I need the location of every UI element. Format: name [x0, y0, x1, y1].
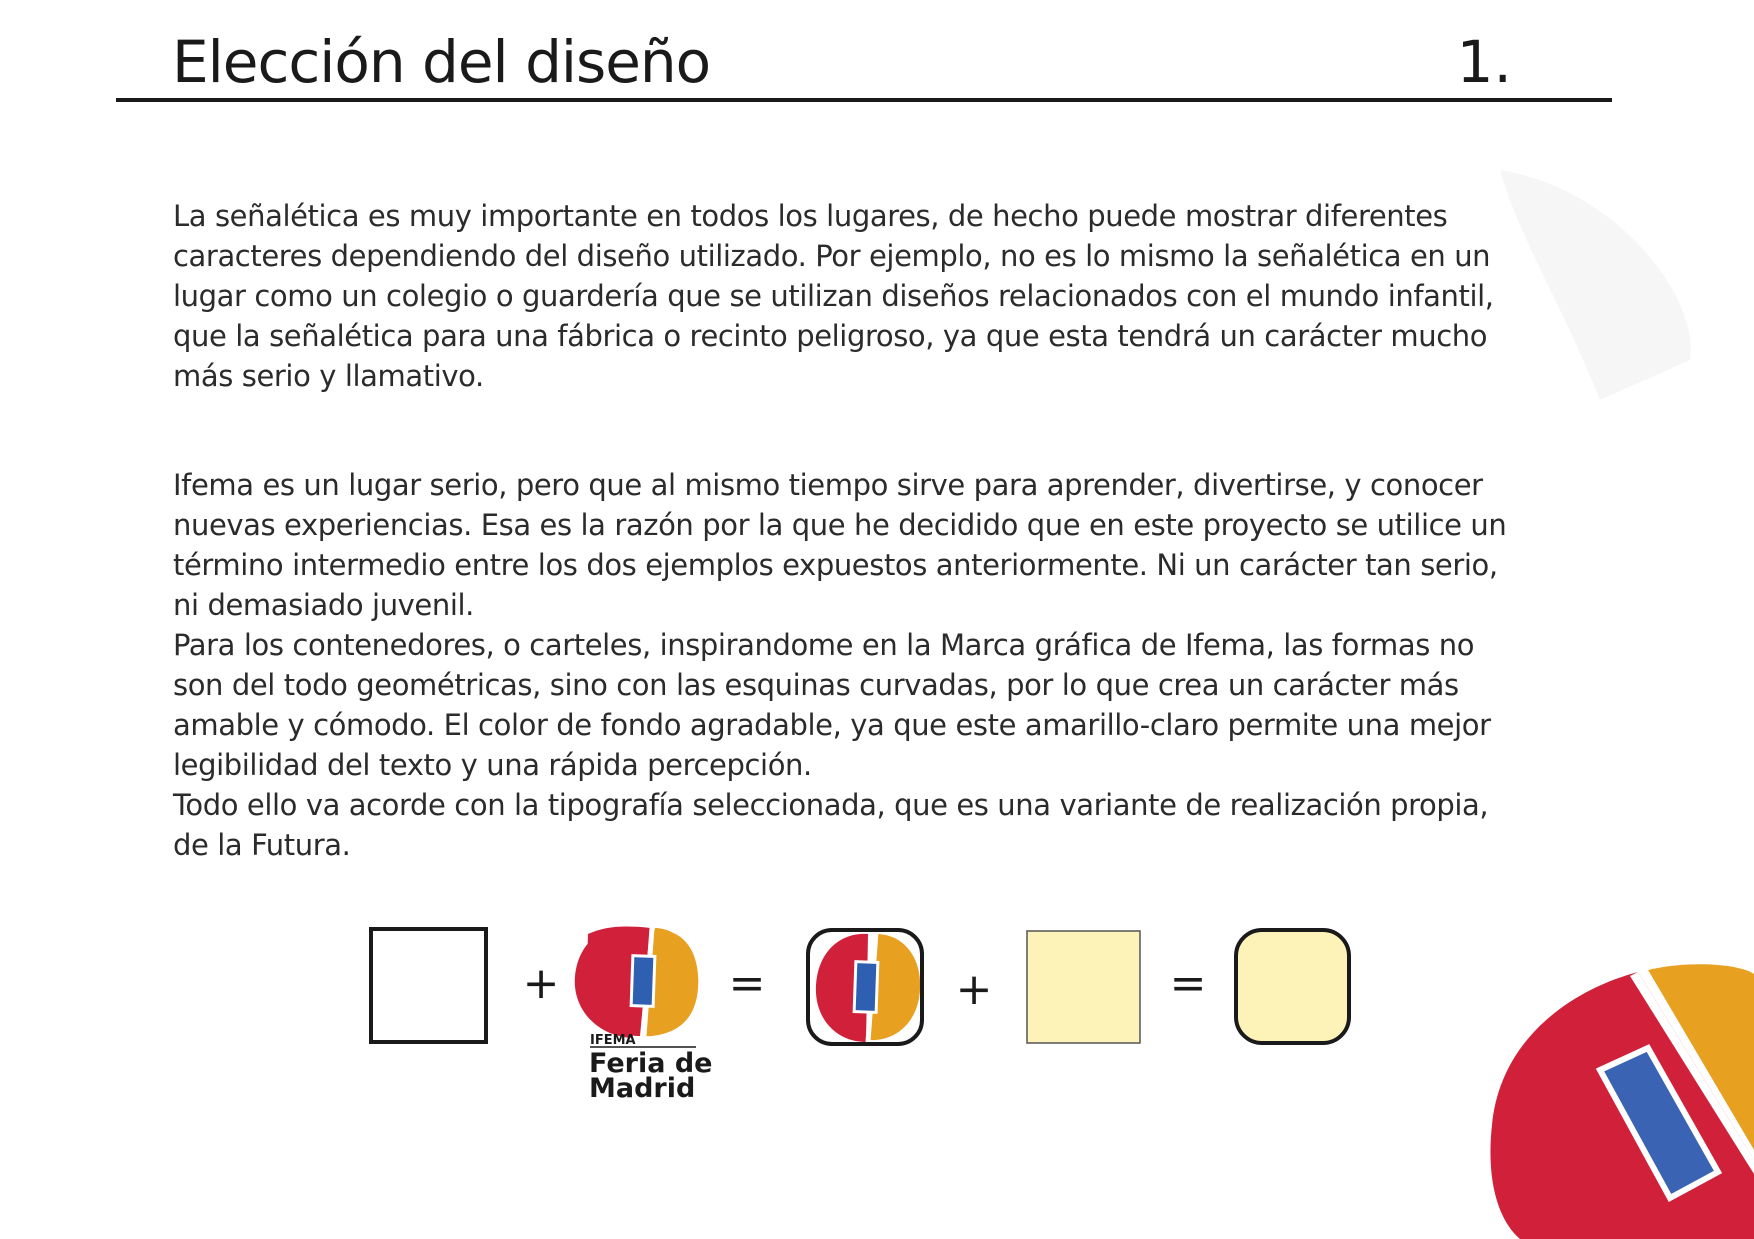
square-outline-shape — [371, 929, 486, 1042]
faint-corner-shape — [1500, 170, 1691, 400]
plus-symbol-2: + — [955, 964, 993, 1015]
yellow-background-swatch — [1027, 931, 1140, 1043]
equals-symbol-1: = — [728, 958, 766, 1009]
paragraph-typography: Todo ello va acorde con la tipografía seleccionada, que es una variante de realización propia, de la Futura. — [173, 788, 1489, 862]
ifema-logo — [575, 926, 713, 1104]
page-number: 1. — [1456, 28, 1512, 96]
paragraph-containers: Para los contenedores, o carteles, inspirandome en la Marca gráfica de Ifema, las formas no son del todo geométricas, sino con las esquinas curvadas, por lo que crea un carácter más amable y cómodo. El color de fondo agradable, ya que este amarillo-claro permite una mejor legibilidad del texto y una rápida percepción. — [173, 628, 1491, 782]
logo-small-text: IFEMA — [590, 1033, 636, 1048]
rounded-logo-box — [808, 930, 922, 1044]
logo-blue-bar — [631, 956, 655, 1007]
logo-line-1: Feria de — [589, 1048, 713, 1079]
logo-line-2: Madrid — [589, 1073, 696, 1104]
yellow-rounded-container — [1236, 930, 1349, 1043]
paragraph-ifema: Ifema es un lugar serio, pero que al mismo tiempo sirve para aprender, divertirse, y conocer nuevas experiencias. Esa es la razón por la que he decidido que en este proyecto se utilice un término intermedio entre los dos ejemplos expuestos anteriormente. Ni un carácter tan serio, ni demasiado juvenil. — [173, 468, 1507, 622]
plus-symbol-1: + — [522, 958, 560, 1009]
equals-symbol-2: = — [1169, 958, 1207, 1009]
paragraph-intro: La señalética es muy importante en todos los lugares, de hecho puede mostrar diferentes caracteres dependiendo del diseño utilizado. Por ejemplo, no es lo mismo la señalética en un lugar como un colegio o guardería que se utilizan diseños relacionados con el mundo infantil, que la señalética para una fábrica o recinto peligroso, ya que esta tendrá un carácter mucho más serio y llamativo. — [173, 199, 1494, 393]
corner-logo-decoration — [1480, 960, 1754, 1239]
page-title: Elección del diseño — [172, 28, 711, 96]
